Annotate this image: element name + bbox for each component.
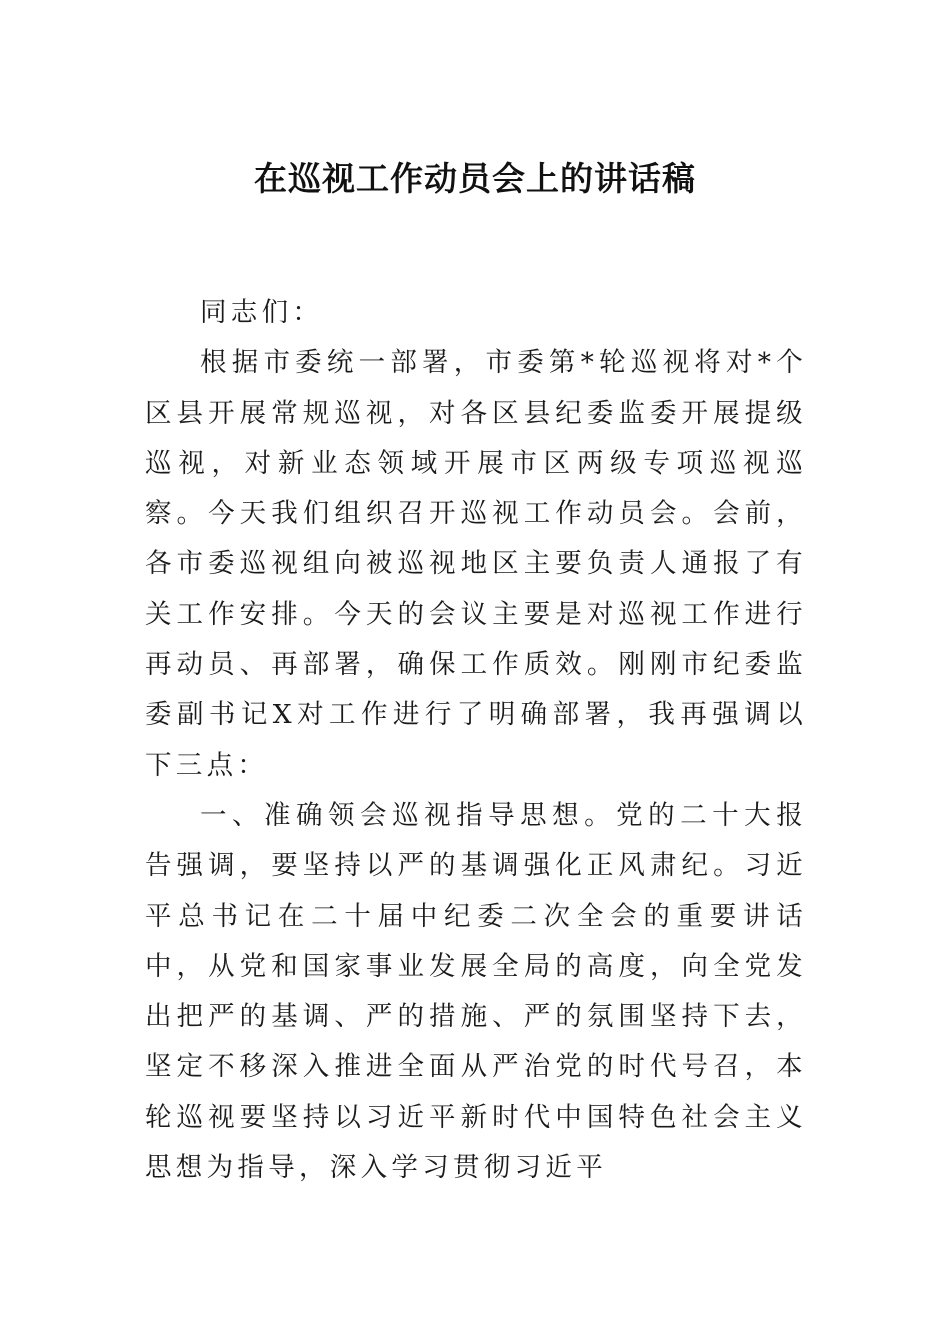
document-title: 在巡视工作动员会上的讲话稿	[254, 159, 696, 198]
salutation-paragraph: 同志们：	[200, 297, 324, 328]
point-one-paragraph: 一、准确领会巡视指导思想。党的二十大报告强调，要坚持以严的基调强化正风肃纪。习近平总书记在二十届中纪委二次全会的重要讲话中，从党和国家事业发展全局的高度，向全党发出把严的基调、严的措施、严的氛围坚持下去，坚定不移深入推进全面从严治党的时代号召，本轮巡视要坚持以习近平新时代中国特色社会主义思想为指导，深入学习贯彻习近平	[145, 799, 807, 1184]
intro-paragraph: 根据市委统一部署，市委第*轮巡视将对*个区县开展常规巡视，对各区县纪委监委开展提级巡视，对新业态领域开展市区两级专项巡视巡察。今天我们组织召开巡视工作动员会。会前，各市委巡视组向被巡视地区主要负责人通报了有关工作安排。今天的会议主要是对巡视工作进行再动员、再部署，确保工作质效。刚刚市纪委监委副书记X对工作进行了明确部署，我再强调以下三点：	[145, 347, 807, 781]
document-body	[145, 288, 807, 1193]
